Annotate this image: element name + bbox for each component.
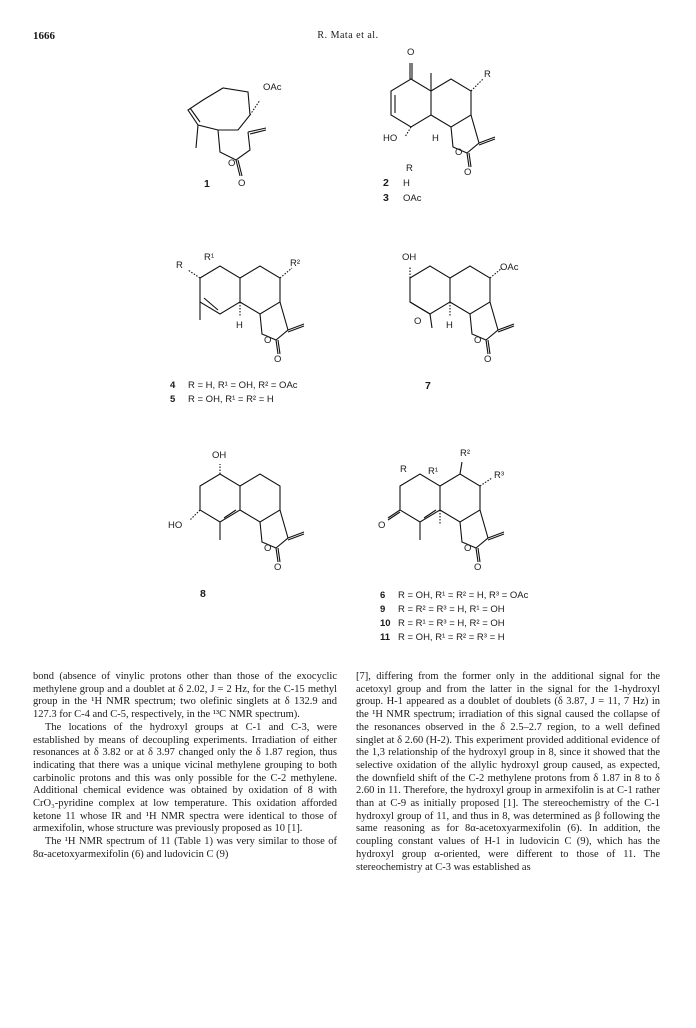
compound-6-caption — [380, 590, 528, 601]
structure-2-3 — [375, 47, 515, 215]
ketone-oxygen-label: O — [378, 520, 386, 531]
ring-oxygen-label: O — [228, 158, 236, 169]
paragraph: The locations of the hydroxyl groups at C-1 and C-3, were established by means of decoupling experiments. Irradiation of either resonances at δ 3.82 or at δ 3.97 changed only the δ 1.87 region, thus indicating that there was a unique vicinal methylene grouping to both carbinolic protons and this was only possible for the C-2 methylene. Additional chemical evidence was obtained by oxidation of 8 with CrO₃-pyridine complex at low temperature. This oxidation afforded ketone 11 whose IR and ¹H NMR spectra were identical to those of armexifolin, whose structure was previously proposed as 10 [1]. — [33, 721, 337, 835]
structure-2-3-drawing — [375, 55, 515, 180]
compound-number-5: 5 — [170, 394, 176, 405]
ring-oxygen-label: O — [474, 335, 482, 346]
ketone-oxygen-label: O — [407, 47, 415, 58]
paragraph: [7], differing from the former only in the additional signal for the acetoxyl group and from the latter in the signal for the 1-hydroxyl group. H-1 appeared as a doublet of doublets (δ 3.87, J = 11, 7 Hz) in the ¹H NMR spectrum; irradiation of this signal caused the collapse of the resonances observed in the δ 2.5–2.7 region, to a well defined singlet at δ 2.60 (H-2). This experiment provided additional evidence of the 1,3 relationship of the hydroxyl group in 8, since it showed that the selective oxidation of the allylic hydroxyl group caused, as expected, the downfield shift of the C-2 methylene protons from δ 1.87 in 8 to δ 2.60 in 11. Therefore, the hydroxyl group in armexifolin is at C-1 rather than at C-9 as initially proposed [1]. The stereochemistry of the C-1 hydroxyl group of 11, and thus in 8, was determined as β following the same reasoning as for 8α-acetoxyarmexifolin (6). In addition, the coupling constant values of H-1 in ludovicin C (9), which has the hydroxyl group α-oriented, were different to those of 11. The stereochemistry at C-3 was established as — [356, 671, 660, 873]
page-header — [0, 30, 696, 46]
r2-label: R² — [460, 448, 471, 459]
ho-label: HO — [383, 133, 398, 144]
ring-oxygen-label: O — [464, 543, 472, 554]
compound-number-7: 7 — [425, 380, 431, 392]
compound-number-9: 9 — [380, 604, 386, 615]
structure-4-5-drawing — [170, 258, 320, 368]
oh-label: OH — [212, 450, 227, 461]
carbonyl-oxygen-label: O — [274, 562, 282, 573]
substituent-header: R — [406, 163, 413, 174]
compound-5-substituents: R = OH, R¹ = R² = H — [188, 394, 274, 405]
compound-10-caption — [380, 618, 505, 629]
structure-1 — [168, 70, 298, 195]
structure-8-drawing — [170, 462, 320, 572]
r1-label: R¹ — [204, 252, 215, 263]
carbonyl-oxygen-label: O — [238, 178, 246, 189]
r3-label: R³ — [494, 470, 505, 481]
structure-8 — [168, 450, 320, 600]
structure-4-5 — [170, 252, 320, 388]
structure-7 — [380, 252, 530, 392]
compound-11-substituents: R = OH, R¹ = R² = R³ = H — [398, 632, 505, 643]
r2-label: R² — [290, 258, 301, 269]
compound-number-8: 8 — [200, 588, 206, 600]
structure-6-9-10-11 — [370, 448, 530, 587]
compound-3-r: OAc — [403, 193, 422, 204]
paragraph: bond (absence of vinylic protons other than those of the exocyclic methylene group and a doublet at δ 2.02, J = 2 Hz, for the C-15 methyl group in the ¹H NMR spectrum; two olefinic singlets at δ 132.9 and 127.3 for C-4 and C-5, respectively, in the ¹³C NMR spectrum). — [33, 671, 337, 721]
compound-2-r: H — [403, 178, 410, 189]
compound-5-caption — [170, 394, 274, 405]
ho-label: HO — [168, 520, 183, 531]
compound-9-caption — [380, 604, 505, 615]
structure-7-drawing — [380, 258, 530, 368]
carbonyl-oxygen-label: O — [474, 562, 482, 573]
compound-11-caption — [380, 632, 505, 643]
page-number: 1666 — [33, 30, 55, 42]
h-label: H — [432, 133, 439, 144]
oh-label: OH — [402, 252, 417, 263]
compound-9-substituents: R = R² = R³ = H, R¹ = OH — [398, 604, 505, 615]
compound-number-11: 11 — [380, 632, 391, 643]
compound-4-substituents: R = H, R¹ = OH, R² = OAc — [188, 380, 298, 391]
body-text-left-column — [33, 671, 337, 862]
running-head: R. Mata et al. — [317, 30, 379, 41]
compound-4-caption — [170, 380, 298, 391]
compound-number-4: 4 — [170, 380, 176, 391]
r-label: R — [176, 260, 183, 271]
compound-10-substituents: R = R¹ = R³ = H, R² = OH — [398, 618, 505, 629]
compound-number-1: 1 — [204, 178, 210, 190]
h-label: H — [236, 320, 243, 331]
compound-number-10: 10 — [380, 618, 391, 629]
compound-number-2: 2 — [383, 177, 389, 189]
ring-oxygen-label: O — [264, 543, 272, 554]
r1-label: R¹ — [428, 466, 439, 477]
ring-oxygen-label: O — [455, 147, 463, 158]
r-label: R — [484, 69, 491, 80]
r-label: R — [400, 464, 407, 475]
carbonyl-oxygen-label: O — [484, 354, 492, 365]
body-text-right-column — [356, 671, 660, 874]
paragraph: The ¹H NMR spectrum of 11 (Table 1) was very similar to those of 8α-acetoxyarmexifolin (6) and ludovicin C (9) — [33, 836, 337, 860]
structure-6-9-10-11-drawing — [370, 462, 530, 572]
carbonyl-oxygen-label: O — [464, 167, 472, 178]
oac-label: OAc — [500, 262, 519, 273]
compound-6-substituents: R = OH, R¹ = R² = H, R³ = OAc — [398, 590, 529, 601]
compound-number-3: 3 — [383, 192, 389, 204]
epoxide-oxygen-label: O — [414, 316, 422, 327]
ring-oxygen-label: O — [264, 335, 272, 346]
carbonyl-oxygen-label: O — [274, 354, 282, 365]
h-label: H — [446, 320, 453, 331]
oac-label: OAc — [263, 82, 282, 93]
compound-number-6: 6 — [380, 590, 386, 601]
